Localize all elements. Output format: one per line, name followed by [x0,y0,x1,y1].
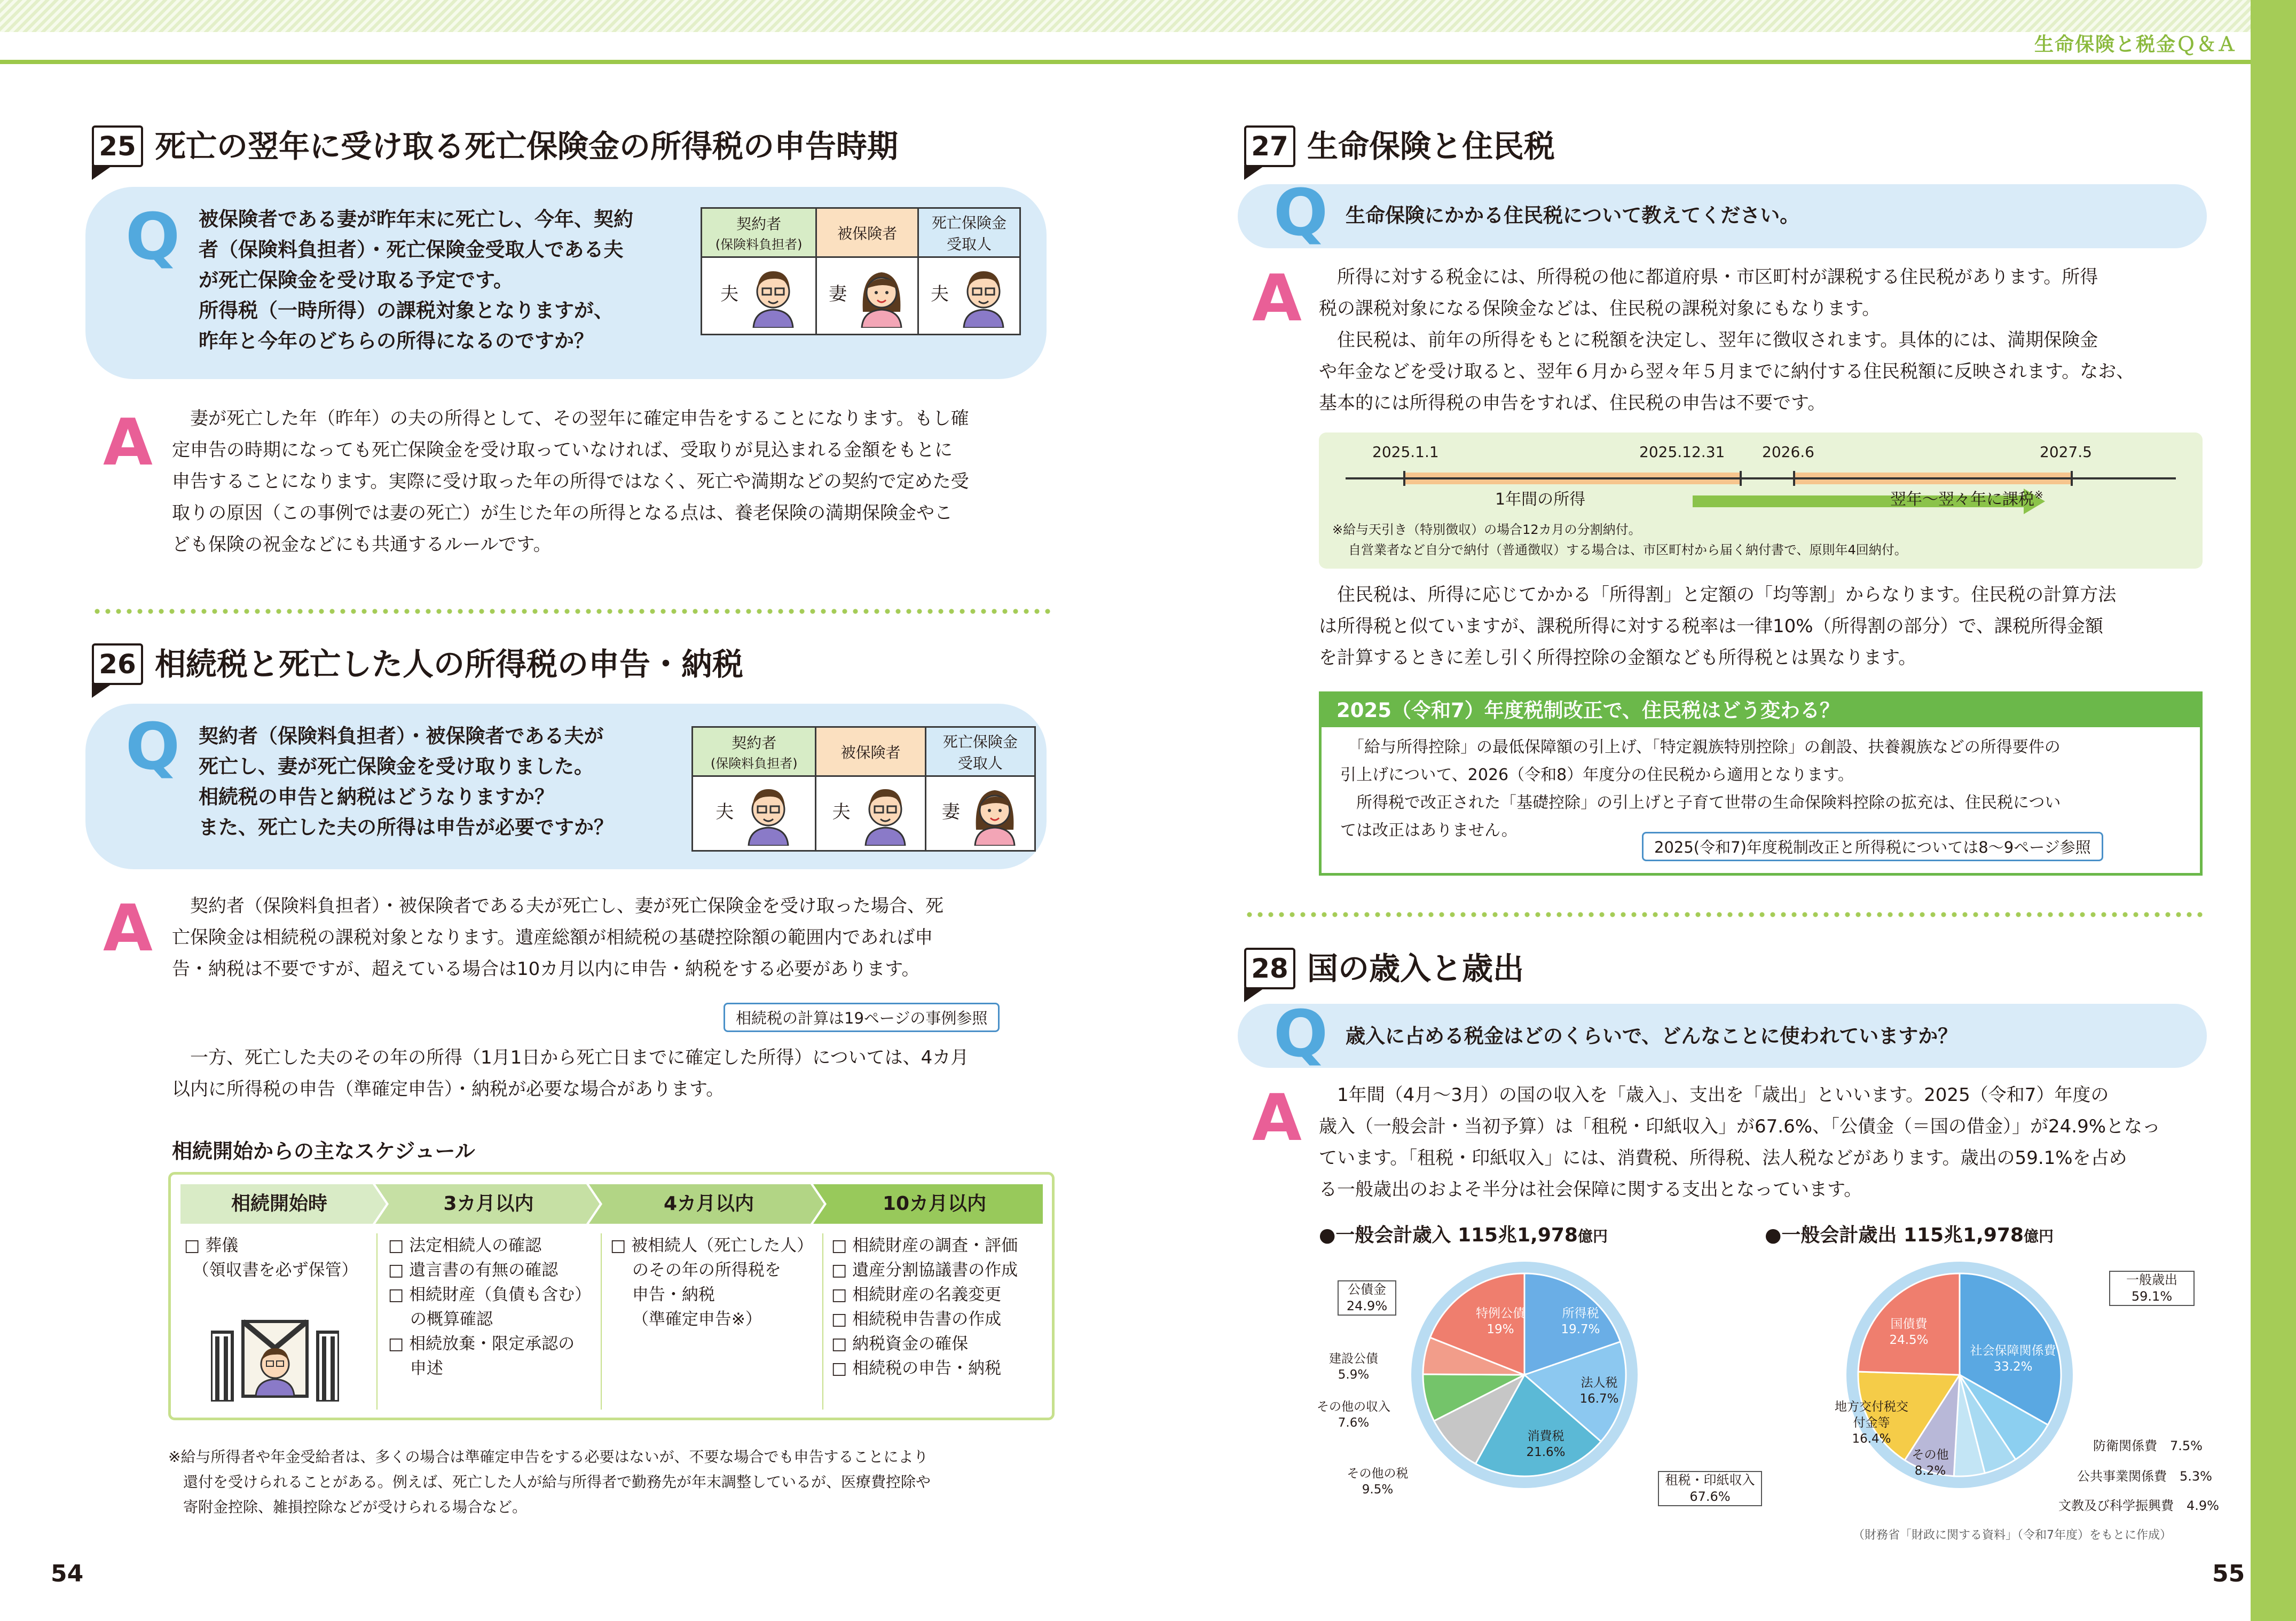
schedule-col-3: 4カ月以内 [663,1193,754,1215]
slice-label: 法人税 16.7% [1579,1376,1619,1406]
col-divider [822,1233,823,1410]
schedule-col-1: 相続開始時 [231,1193,327,1215]
slice-label: その他の税 9.5% [1347,1467,1409,1497]
schedule-title: 相続開始からの主なスケジュール [172,1139,475,1163]
top-rule [0,60,2251,64]
reference-note: 相続税の計算は19ページの事例参照 [724,1003,1000,1032]
question-text: 生命保険にかかる住民税について教えてください。 [1346,204,1800,227]
section-title: 国の歳入と歳出 [1307,950,1524,987]
section-title: 死亡の翌年に受け取る死亡保険金の所得税の申告時期 [155,128,899,164]
callout-label: 租税・印紙収入 67.6% [1658,1471,1762,1506]
a-mark-icon: A [103,406,153,480]
section-25-heading [92,125,898,167]
slice-label: 消費税 21.6% [1526,1429,1566,1459]
col-divider [601,1233,602,1410]
husband-face-icon [749,264,797,328]
answer-text-2: 住民税は、所得に応じてかかる「所得割」と定額の「均等割」からなります。住民税の計算方法 は所得税と似ていますが、課税所得に対する税率は一律10%（所得割の部分）で、課税所得金額 を計算するときに差し引く所得控除の金額なども所得税とは異なります。 [1319,584,2117,668]
timeline-label-2: 翌年～翌々年に課税※ [1890,489,2043,509]
section-26-heading [92,643,743,685]
husband-face-icon [861,782,909,846]
col-divider [376,1233,378,1410]
timeline-date-3: 2026.6 [1762,443,1814,461]
schedule-items-2: □ 法定相続人の確認 □ 遺言書の有無の確認 □ 相続財産（負債も含む） の概算確認 □ 相続放棄・限定承認の 申述 [388,1236,592,1378]
section-title: 生命保険と住民税 [1307,128,1555,164]
timeline-label-1: 1年間の所得 [1495,490,1586,509]
slice-label: 文教及び科学振興費 4.9% [2058,1498,2219,1513]
tax-reform-title: 2025（令和7）年度税制改正で、住民税はどう変わる？ [1322,694,2200,727]
party-table: 契約者 (保険料負担者) 被保険者 死亡保険金 受取人 夫 妻 夫 [701,207,1021,335]
husband-face-icon [744,782,792,846]
top-band [0,0,2296,32]
schedule-col-2: 3カ月以内 [443,1193,534,1215]
wife-face-icon [858,264,906,328]
question-text: 被保険者である妻が昨年末に死亡し、今年、契約 者（保険料負担者）・死亡保険金受取人である夫 が死亡保険金を受け取る予定です。 所得税（一時所得）の課税対象となりますが、 昨年と今年のどちらの所得になるのですか？ [199,208,633,352]
side-tab [2251,0,2296,1621]
question-text: 歳入に占める税金はどのくらいで、どんなことに使われていますか？ [1346,1025,1958,1048]
section-title: 相続税と死亡した人の所得税の申告・納税 [155,646,744,682]
slice-label: 国債費 24.5% [1889,1317,1929,1347]
slice-label: 社会保障関係費 33.2% [1970,1344,2056,1374]
q-mark-icon: Q [1273,176,1328,250]
funeral-portrait-icon [211,1311,339,1402]
expenditure-chart-title: ●一般会計歳出 115兆1,978億円 [1765,1224,2054,1246]
timeline-date-1: 2025.1.1 [1372,443,1439,461]
slice-label: その他 8.2% [1912,1448,1949,1478]
timeline-note-1: ※給与天引き（特別徴収）の場合12カ月の分割納付。 [1332,522,1641,537]
a-mark-icon: A [103,892,153,966]
q-mark-icon: Q [1273,997,1328,1072]
a-mark-icon: A [1252,262,1302,336]
section-number: 26 [92,643,143,685]
timeline-note-2: 自営業者など自分で納付（普通徴収）する場合は、市区町村から届く納付書で、原則年4回納付。 [1348,542,1907,557]
answer-text: 所得に対する税金には、所得税の他に都道府県・市区町村が課税する住民税があります。所得 税の課税対象になる保険金などは、住民税の課税対象にもなります。 住民税は、前年の所得をもとに税額を決定し、翌年に徴収されます。具体的には、満期保険金 や年金などを受け取ると、翌年６月から翌々年５月までに納付する住民税額に反映されます。なお、 基本的には所得税の申告をすれば、住民税の申告は不要です。 [1319,266,2135,414]
schedule-items-3: □ 被相続人（死亡した人） のその年の所得税を 申告・納税 （準確定申告※） [610,1236,814,1329]
party-table: 契約者 (保険料負担者) 被保険者 死亡保険金 受取人 夫 夫 妻 [691,726,1036,852]
running-header: 生命保険と税金Ｑ＆Ａ [2034,34,2237,56]
husband-face-icon [960,264,1008,328]
slice-label: 防衛関係費 7.5% [2093,1438,2203,1453]
slice-label: 特例公債 19% [1476,1307,1525,1336]
section-27-heading [1244,125,1555,167]
timeline-date-2: 2025.12.31 [1639,443,1725,461]
wife-face-icon [971,782,1019,846]
slice-label: 所得税 19.7% [1561,1307,1600,1336]
answer-text: 1年間（4月～3月）の国の収入を「歳入」、支出を「歳出」といいます。2025（令和7）年度の 歳入（一般会計・当初予算）は「租税・印紙収入」が67.6%、「公債金（＝国の借金）」が24.9%となっ ています。「租税・印紙収入」には、消費税、所得税、法人税などがあります。歳出の59.1%を占め る一般歳出のおよそ半分は社会保障に関する支出となっています。 [1319,1084,2161,1200]
callout-label: 一般歳出 59.1% [2109,1271,2195,1306]
tax-reform-text: 「給与所得控除」の最低保障額の引上げ、「特定親族特別控除」の創設、扶養親族などの所得要件の 引上げについて、2026（令和8）年度分の住民税から適用となります。 所得税で改正された「基礎控除」の引上げと子育て世帯の生命保険料控除の拡充は、住民税につい ては改正はありません。 [1340,738,2061,840]
answer-text: 妻が死亡した年（昨年）の夫の所得として、その翌年に確定申告をすることになります。もし確 定申告の時期になっても死亡保険金を受け取っていなければ、受取りが見込まれる金額をもとに 申告することになります。実際に受け取った年の所得ではなく、死亡や満期などの契約で定めた受 取りの原因（この事例では妻の死亡）が生じた年の所得となる点は、養老保険の満期保険金やこ ども保険の祝金などにも共通するルールです。 [172,408,969,555]
q-mark-icon: Q [125,200,180,274]
slice-label: その他の収入 7.6% [1317,1400,1390,1430]
source-note: （財務省「財政に関する資料」（令和7年度）をもとに作成） [1853,1529,2172,1542]
page-number-right: 55 [2212,1560,2245,1587]
page-number-left: 54 [51,1560,84,1587]
section-number: 28 [1244,948,1295,989]
slice-label: 建設公債 5.9% [1329,1352,1378,1382]
question-text: 契約者（保険料負担者）・被保険者である夫が 死亡し、妻が死亡保険金を受け取りました。 相続税の申告と納税はどうなりますか？ また、死亡した夫の所得は申告が必要ですか？ [199,725,614,839]
schedule-items-1: □ 葬儀 （領収書を必ず保管） [184,1236,358,1280]
q-mark-icon: Q [125,710,180,784]
schedule-items-4: □ 相続財産の調査・評価 □ 遺産分割協議書の作成 □ 相続財産の名義変更 □ 相続税申告書の作成 □ 納税資金の確保 □ 相続税の申告・納税 [831,1236,1018,1378]
a-mark-icon: A [1252,1081,1302,1155]
schedule-col-4: 10カ月以内 [882,1193,987,1215]
slice-label: 公共事業関係費 5.3% [2077,1469,2212,1484]
footnote: ※給与所得者や年金受給者は、多くの場合は準確定申告をする必要はないが、不要な場合でも申告することにより 還付を受けられることがある。例えば、死亡した人が給与所得者で勤務先が年末調整しているが、医療費控除や 寄附金控除、雑損控除などが受けられる場合など。 [168,1448,931,1516]
section-28-heading [1244,948,1524,989]
answer-text-2: 一方、死亡した夫のその年の所得（1月1日から死亡日までに確定した所得）については、4カ月 以内に所得税の申告（準確定申告）・納税が必要な場合があります。 [172,1047,969,1100]
section-number: 27 [1244,125,1295,167]
divider [1244,912,2203,917]
timeline-date-4: 2027.5 [2040,443,2092,461]
reference-note: 2025(令和7)年度税制改正と所得税については8～9ページ参照 [1642,832,2103,861]
divider [92,609,1053,614]
section-number: 25 [92,125,143,167]
slice-label: 地方交付税交付金等 16.4% [1835,1400,1908,1446]
callout-label: 公債金 24.9% [1338,1280,1396,1316]
revenue-chart-title: ●一般会計歳入 115兆1,978億円 [1319,1224,1608,1246]
answer-text: 契約者（保険料負担者）・被保険者である夫が死亡し、妻が死亡保険金を受け取った場合、死 亡保険金は相続税の課税対象となります。遺産総額が相続税の基礎控除額の範囲内であれば申 告・納税は不要ですが、超えている場合は10カ月以内に申告・納税をする必要があります。 [172,895,943,980]
